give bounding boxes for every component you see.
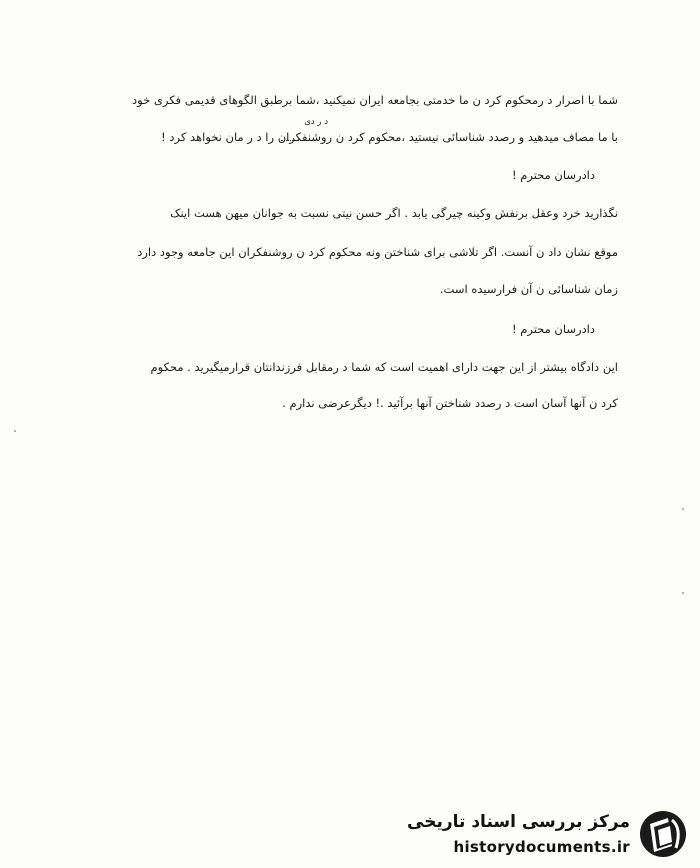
margin-mark [682, 592, 684, 594]
margin-mark [682, 508, 684, 510]
text-line-1: شما با اصرار د رمحکوم کرد ن ما خدمتی بجامعه ایران نمیکنید ،شما برطبق الگوهای قدیمی فکری خود [132, 93, 618, 107]
watermark-url: historydocuments.ir [453, 838, 630, 856]
salutation-1: دادرسان محترم ! [511, 168, 595, 182]
watermark-title: مرکز بررسی اسناد تاریخی [407, 812, 630, 832]
text-line-8: این دادگاه بیشتر از این جهت دارای اهمیت است که شما د رمقابل فرزندانتان قرارمیگیرید . محکوم [150, 360, 618, 374]
text-line-4: نگذارید خرد وعقل برنفش وکینه چیرگی یابد . اگر حسن نیتی نسبت به جوانان میهن هست اینک [170, 206, 618, 220]
text-line-9: کرد ن آنها آسان است د رصدد شناختن آنها برآئید .! دیگرعرضی ندارم . [282, 396, 618, 410]
watermark [398, 808, 688, 860]
margin-mark [14, 430, 16, 432]
interlinear-insertion: د ر دی [304, 117, 328, 127]
text-line-6: زمان شناسائی ن آن فرارسیده است. [439, 282, 618, 296]
text-line-5: موقع نشان داد ن آنست. اگر تلاشی برای شناختن ونه محکوم کرد ن روشنفکران این جامعه وجود دارد [137, 245, 618, 259]
salutation-2: دادرسان محترم ! [511, 322, 595, 336]
document-folder-logo-icon [638, 808, 688, 860]
text-line-2: با ما مصاف میدهید و رصدد شناسائی نیستید ،محکوم کرد ن روشنفکران را د ر مان نخواهد کرد ! [161, 130, 618, 144]
